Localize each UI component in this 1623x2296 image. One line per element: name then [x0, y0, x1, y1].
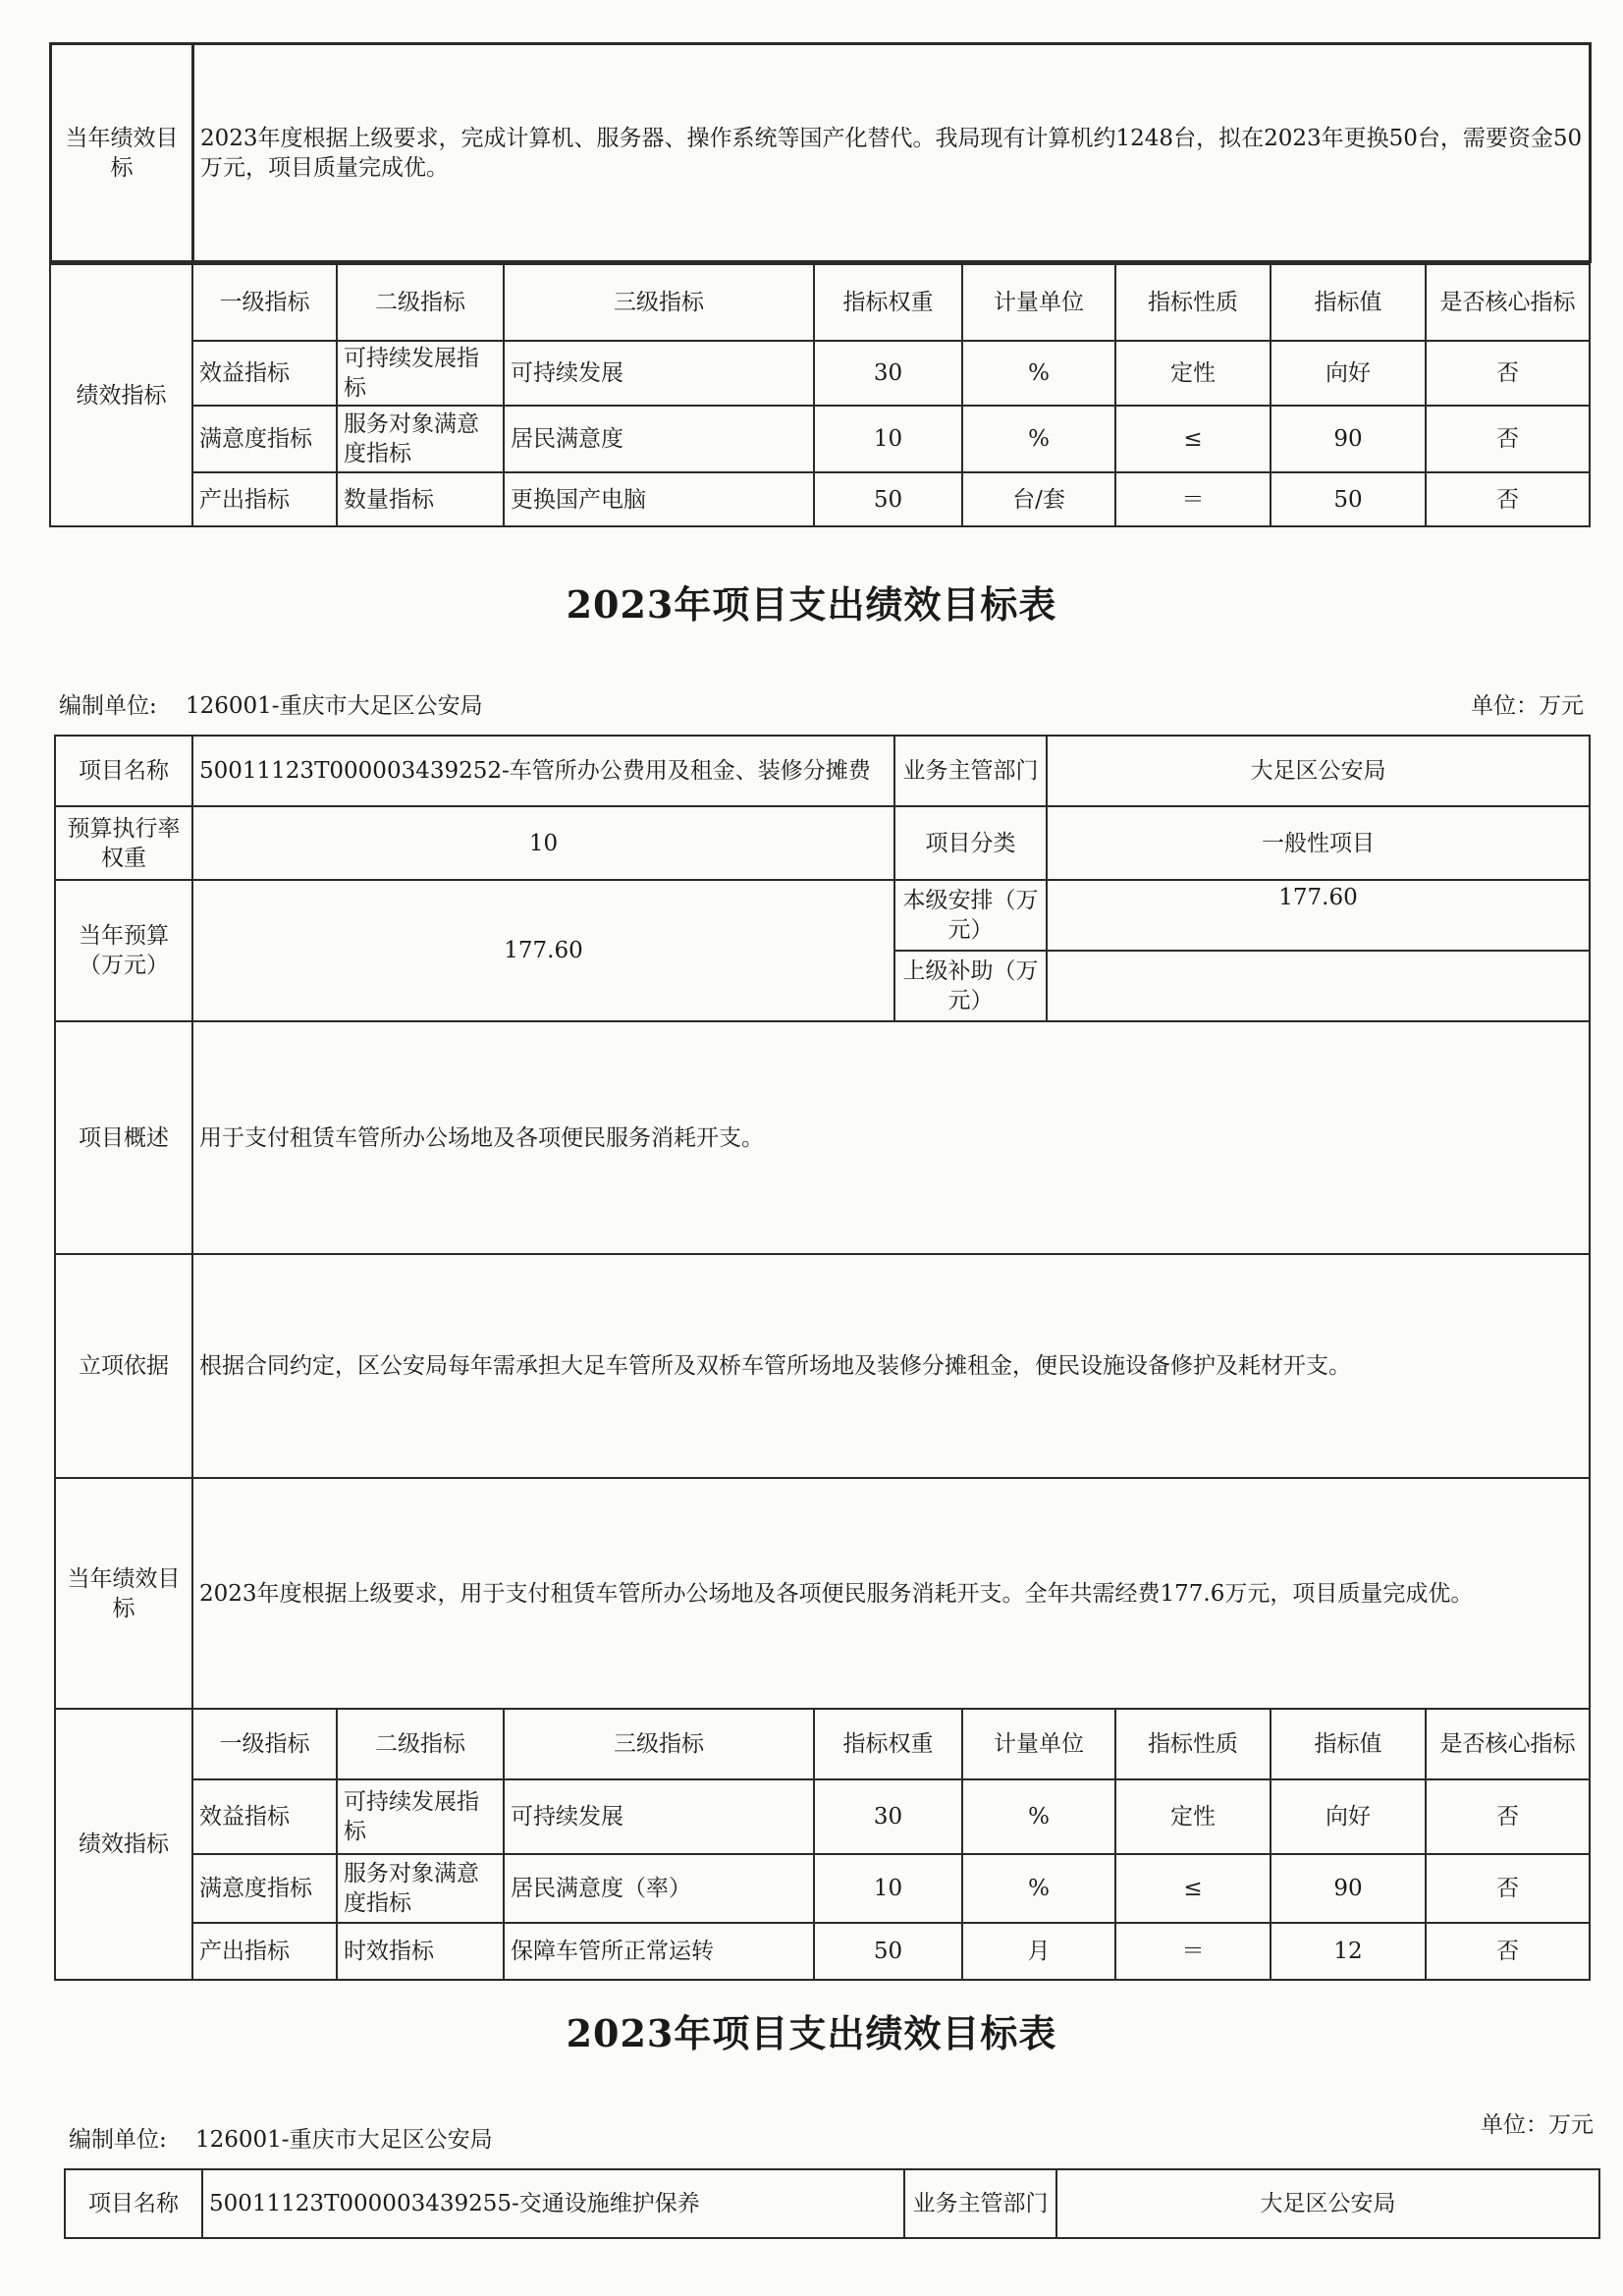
category-label: 项目分类	[894, 806, 1047, 880]
header-cell: 一级指标	[192, 1709, 337, 1779]
header-cell: 计量单位	[962, 264, 1115, 341]
header-cell: 三级指标	[504, 264, 814, 341]
form3-org	[69, 2121, 493, 2154]
basis-label: 立项依据	[55, 1254, 192, 1478]
table-cell: 可持续发展	[504, 1779, 814, 1854]
table-cell: 居民满意度	[504, 406, 814, 472]
org-value: 126001-重庆市大足区公安局	[186, 693, 483, 719]
form2-info-table	[54, 735, 1591, 1710]
header-cell: 一级指标	[192, 264, 337, 341]
table-cell: 50	[814, 1923, 962, 1980]
dept-label: 业务主管部门	[904, 2169, 1056, 2238]
project-name: 50011123T000003439252-车管所办公费用及租金、装修分摊费	[192, 736, 894, 806]
table-cell: 50	[814, 472, 962, 526]
form3-info-table	[64, 2168, 1600, 2239]
table-cell: 12	[1271, 1923, 1426, 1980]
table-cell: 更换国产电脑	[504, 472, 814, 526]
table-cell: 产出指标	[192, 1923, 337, 1980]
form3-unit: 单位：万元	[1481, 2112, 1594, 2138]
form2-perf-table	[54, 1708, 1591, 1981]
table-cell: %	[962, 341, 1115, 406]
form2-unit: 单位：万元	[1471, 693, 1584, 719]
project-name: 50011123T000003439255-交通设施维护保养	[202, 2169, 904, 2238]
table-cell: 服务对象满意度指标	[337, 1854, 504, 1923]
table-cell: 可持续发展指标	[337, 341, 504, 406]
goal-text: 2023年度根据上级要求，用于支付租赁车管所办公场地及各项便民服务消耗开支。全年共需经费177.6万元，项目质量完成优。	[192, 1478, 1590, 1709]
table-cell: 保障车管所正常运转	[504, 1923, 814, 1980]
table-cell: 效益指标	[192, 341, 337, 406]
table-cell: 定性	[1115, 1779, 1271, 1854]
basis-text: 根据合同约定，区公安局每年需承担大足车管所及双桥车管所场地及装修分摊租金，便民设施设备修护及耗材开支。	[192, 1254, 1590, 1478]
project-name-label: 项目名称	[65, 2169, 202, 2238]
goal-label: 当年绩效目标	[51, 44, 193, 262]
header-cell: 二级指标	[337, 264, 504, 341]
org-value: 126001-重庆市大足区公安局	[195, 2127, 493, 2153]
table-cell: 90	[1271, 406, 1426, 472]
table-cell: 满意度指标	[192, 1854, 337, 1923]
table-cell: ≤	[1115, 1854, 1271, 1923]
table-cell: 否	[1426, 341, 1590, 406]
header-cell: 指标性质	[1115, 1709, 1271, 1779]
table-cell: 否	[1426, 1779, 1590, 1854]
table-cell: ≤	[1115, 406, 1271, 472]
header-cell: 指标值	[1271, 1709, 1426, 1779]
header-cell: 指标性质	[1115, 264, 1271, 341]
table-cell: 90	[1271, 1854, 1426, 1923]
table-cell: 服务对象满意度指标	[337, 406, 504, 472]
goal-text: 2023年度根据上级要求，完成计算机、服务器、操作系统等国产化替代。我局现有计算机约1248台，拟在2023年更换50台，需要资金50万元，项目质量完成优。	[193, 44, 1591, 262]
budget-label: 当年预算（万元）	[55, 880, 192, 1021]
table-cell: 月	[962, 1923, 1115, 1980]
upper-value	[1047, 951, 1590, 1021]
upper-label: 上级补助（万元）	[894, 951, 1047, 1021]
org-label: 编制单位:	[69, 2127, 167, 2153]
project-name-label: 项目名称	[55, 736, 192, 806]
dept-value: 大足区公安局	[1047, 736, 1590, 806]
table-cell: 30	[814, 1779, 962, 1854]
table-cell: 向好	[1271, 1779, 1426, 1854]
table-cell: 否	[1426, 1923, 1590, 1980]
table-cell: 可持续发展指标	[337, 1779, 504, 1854]
table-cell: %	[962, 1854, 1115, 1923]
form2-title: 2023年项目支出绩效目标表	[566, 582, 1057, 627]
table-cell: 向好	[1271, 341, 1426, 406]
header-cell: 二级指标	[337, 1709, 504, 1779]
dept-value: 大足区公安局	[1056, 2169, 1599, 2238]
header-cell: 指标权重	[814, 264, 962, 341]
table-cell: 定性	[1115, 341, 1271, 406]
header-cell: 三级指标	[504, 1709, 814, 1779]
form2-org	[59, 687, 483, 720]
table-cell: 30	[814, 341, 962, 406]
overview-label: 项目概述	[55, 1021, 192, 1254]
header-cell: 计量单位	[962, 1709, 1115, 1779]
table-cell: 时效指标	[337, 1923, 504, 1980]
perf-label: 绩效指标	[50, 264, 192, 526]
table-cell: ＝	[1115, 1923, 1271, 1980]
table-cell: 台/套	[962, 472, 1115, 526]
form3-title: 2023年项目支出绩效目标表	[566, 2011, 1057, 2055]
local-value: 177.60	[1047, 880, 1590, 951]
table-cell: 产出指标	[192, 472, 337, 526]
table-cell: %	[962, 1779, 1115, 1854]
header-cell: 是否核心指标	[1426, 264, 1590, 341]
table-cell: %	[962, 406, 1115, 472]
table-cell: 10	[814, 406, 962, 472]
table-cell: 10	[814, 1854, 962, 1923]
header-cell: 指标值	[1271, 264, 1426, 341]
table-cell: 否	[1426, 406, 1590, 472]
overview-text: 用于支付租赁车管所办公场地及各项便民服务消耗开支。	[192, 1021, 1590, 1254]
category-value: 一般性项目	[1047, 806, 1590, 880]
local-label: 本级安排（万元）	[894, 880, 1047, 951]
table-cell: 50	[1271, 472, 1426, 526]
header-cell: 指标权重	[814, 1709, 962, 1779]
table-cell: 居民满意度（率）	[504, 1854, 814, 1923]
table-cell: 可持续发展	[504, 341, 814, 406]
table-cell: 否	[1426, 472, 1590, 526]
table-cell: 否	[1426, 1854, 1590, 1923]
budget-rate-label: 预算执行率权重	[55, 806, 192, 880]
table-cell: ＝	[1115, 472, 1271, 526]
goal-label: 当年绩效目标	[55, 1478, 192, 1709]
top-perf-table	[49, 263, 1591, 527]
table-cell: 数量指标	[337, 472, 504, 526]
header-cell: 是否核心指标	[1426, 1709, 1590, 1779]
table-cell: 满意度指标	[192, 406, 337, 472]
org-label: 编制单位:	[59, 693, 157, 719]
top-goal-table	[49, 42, 1592, 263]
perf-label: 绩效指标	[55, 1709, 192, 1980]
dept-label: 业务主管部门	[894, 736, 1047, 806]
budget-value: 177.60	[192, 880, 894, 1021]
budget-rate-value: 10	[192, 806, 894, 880]
table-cell: 效益指标	[192, 1779, 337, 1854]
